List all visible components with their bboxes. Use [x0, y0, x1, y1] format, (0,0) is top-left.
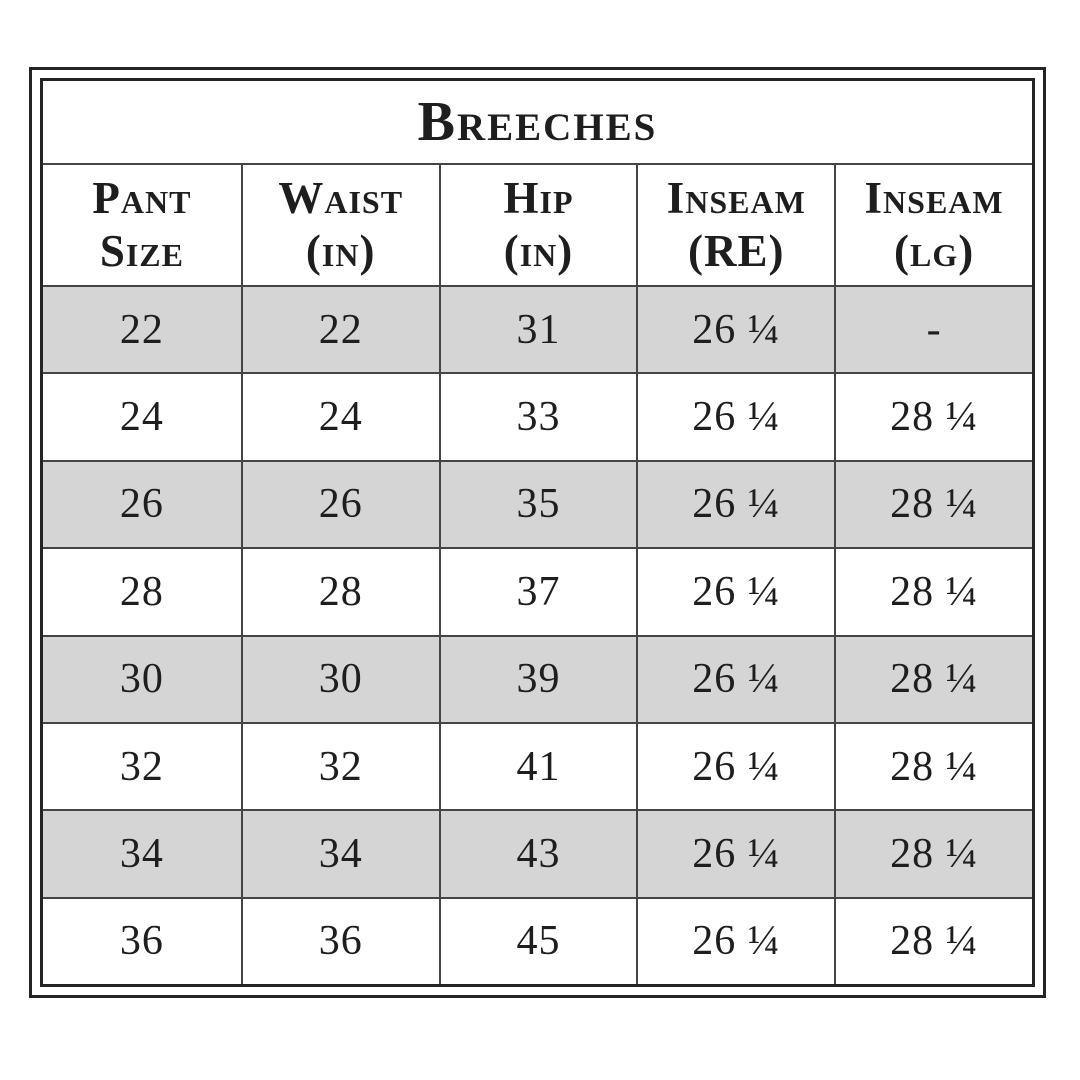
chart-outer-frame [29, 67, 1046, 998]
cell-inseam-lg: 28 ¼ [834, 462, 1032, 547]
column-header-line2: Size [99, 226, 184, 276]
cell-waist: 36 [241, 899, 439, 984]
cell-hip: 37 [439, 549, 637, 634]
cell-inseam-re: 26 ¼ [636, 637, 834, 722]
column-header-line1: Hip [503, 172, 574, 223]
cell-hip: 33 [439, 374, 637, 459]
table-body [43, 287, 1032, 984]
cell-inseam-lg: 28 ¼ [834, 374, 1032, 459]
cell-inseam-re: 26 ¼ [636, 811, 834, 896]
cell-inseam-re: 26 ¼ [636, 287, 834, 372]
column-header-inseam-lg [834, 165, 1032, 285]
cell-hip: 35 [439, 462, 637, 547]
column-header-line2: (RE) [688, 226, 785, 276]
column-header-line2: (in) [503, 226, 574, 276]
column-header-line2: (in) [305, 226, 376, 276]
cell-pant-size: 24 [119, 394, 164, 441]
column-header-hip [439, 165, 637, 285]
cell-inseam-re: 26 ¼ [636, 462, 834, 547]
column-header-line2: (lg) [893, 226, 975, 276]
table-row-size-36 [43, 897, 1032, 984]
table-row-size-28 [43, 547, 1032, 634]
table-title: Breeches [417, 91, 658, 153]
column-header-line1: Pant [92, 172, 192, 223]
column-header-line1: Inseam [864, 172, 1004, 223]
table-row-size-22 [43, 287, 1032, 372]
table-row-size-26 [43, 460, 1032, 547]
cell-inseam-re: 26 ¼ [636, 549, 834, 634]
cell-pant-size: 36 [119, 918, 164, 965]
column-header-pant-size [43, 165, 241, 285]
cell-pant-size: 26 [119, 481, 164, 528]
cell-pant-size: 32 [119, 743, 164, 790]
cell-inseam-lg: 28 ¼ [834, 724, 1032, 809]
cell-inseam-lg: 28 ¼ [834, 899, 1032, 984]
cell-hip: 43 [439, 811, 637, 896]
cell-inseam-lg: 28 ¼ [834, 549, 1032, 634]
cell-inseam-re: 26 ¼ [636, 899, 834, 984]
cell-waist: 22 [241, 287, 439, 372]
header-row [43, 165, 1032, 287]
cell-pant-size: 28 [119, 568, 164, 615]
cell-waist: 34 [241, 811, 439, 896]
cell-pant-size: 30 [119, 656, 164, 703]
cell-waist: 28 [241, 549, 439, 634]
cell-inseam-lg: - [834, 287, 1032, 372]
cell-pant-size: 22 [119, 306, 164, 353]
table-row-size-24 [43, 372, 1032, 459]
cell-hip: 41 [439, 724, 637, 809]
cell-inseam-re: 26 ¼ [636, 724, 834, 809]
cell-pant-size: 34 [119, 830, 164, 877]
table-row-size-32 [43, 722, 1032, 809]
column-header-line1: Waist [278, 172, 404, 223]
table-row-size-30 [43, 635, 1032, 722]
cell-waist: 24 [241, 374, 439, 459]
breeches-size-chart [40, 78, 1035, 987]
cell-hip: 31 [439, 287, 637, 372]
cell-waist: 26 [241, 462, 439, 547]
cell-inseam-lg: 28 ¼ [834, 637, 1032, 722]
cell-inseam-re: 26 ¼ [636, 374, 834, 459]
cell-waist: 30 [241, 637, 439, 722]
cell-inseam-lg: 28 ¼ [834, 811, 1032, 896]
cell-waist: 32 [241, 724, 439, 809]
table-row-size-34 [43, 809, 1032, 896]
column-header-line1: Inseam [666, 172, 806, 223]
title-row [43, 81, 1032, 165]
column-header-waist [241, 165, 439, 285]
cell-hip: 39 [439, 637, 637, 722]
column-header-inseam-re [636, 165, 834, 285]
cell-hip: 45 [439, 899, 637, 984]
